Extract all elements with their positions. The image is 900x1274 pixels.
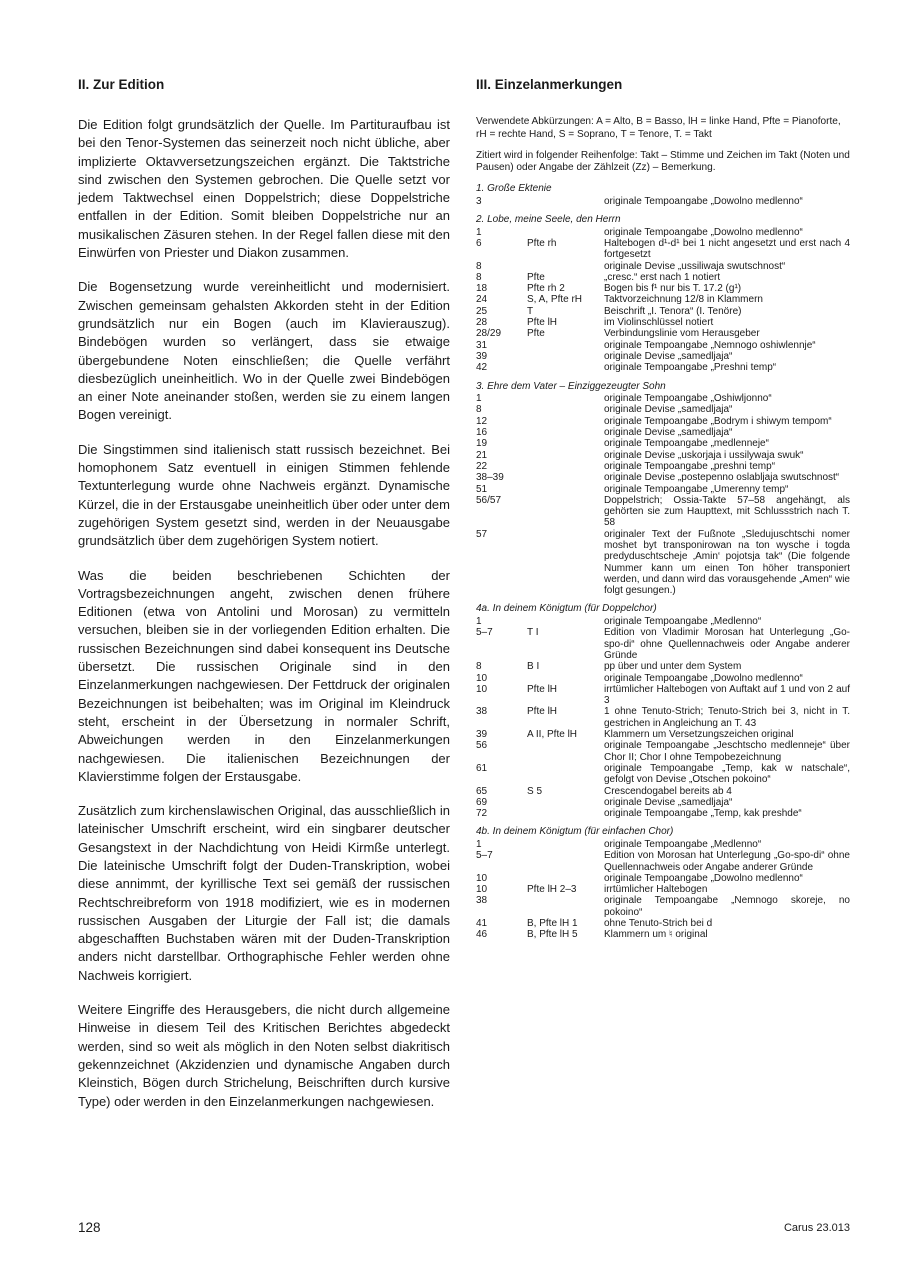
note-bar: 31	[476, 339, 488, 351]
edition-paragraph: Die Edition folgt grundsätzlich der Quelle. Im Partituraufbau ist bei den Tenor-Systemen das seinerzeit noch nicht übliche, aber implizierte Oktavversetzungszeichen ergänzt. Die Taktstriche sind zwischen den Systemen gebrochen. Die Quelle setzt vor jedem Taktwechsel einen Doppelstrich; diese Doppelstriche entfallen in der Edition. Somit bleiben Doppelstriche nur an musikalischen Zäsuren stehen. In der Regel fallen diese mit den Einwürfen von Priester und Diakon zusammen.	[78, 117, 450, 261]
note-row	[476, 294, 850, 305]
note-bar: 1	[476, 839, 482, 850]
note-voice	[527, 616, 604, 627]
note-bar: 1	[476, 393, 482, 405]
note-bar: 10	[476, 872, 488, 884]
right-column	[476, 76, 850, 941]
edition-paragraph: Zusätzlich zum kirchenslawischen Original, das ausschließlich in lateinischer Umschrift erscheint, wird ein singbarer deutscher Gesangstext in der Nachdichtung von Heidi Kirmße unterlegt. Die lateinische Umschrift folgt der Duden-Transkription, wobei diese annimmt, der kyrillische Text sei gemäß der russischen Rechtschreibreform von 1918 modifiziert, wie es in modernen russischen Ausgaben der Liturgie der Fall ist; die damals abgeschafften Buchstaben wären mit der Duden-Transkription anders nicht darstellbar. Orthographische Fehler werden ohne Nachweis korrigiert.	[78, 803, 450, 983]
note-bar: 38	[476, 706, 488, 718]
note-row	[476, 404, 850, 415]
edition-paragraph: Was die beiden beschriebenen Schichten der Vortragsbezeichnungen angeht, zwischen denen frühere Editionen (etwa von Antolini und Morosan) zu vermitteln versuchen, bleiben sie in der vorliegenden Edition erhalten. Die russischen Bezeichnungen sind dabei konsequent ins Deutsche übersetzt. Die russischen Originale sind in den Einzelanmerkungen nachgewiesen. Der Fettdruck der originalen Bezeichnungen ist beibehalten; was im Original im Kleindruck steht, erscheint in der Übersetzung in normaler Schrift, Abweichungen werden in den Einzelanmerkungen nachgewiesen. Die italienischen Bezeichnungen der Klavierstimme folgen der Erstausgabe.	[78, 567, 450, 784]
notes-section-title: 2. Lobe, meine Seele, den Herrn	[476, 214, 621, 226]
notes-sections	[476, 183, 850, 940]
note-bar: 24	[476, 294, 488, 306]
note-row	[476, 839, 850, 850]
note-bar: 5–7	[476, 627, 493, 639]
note-voice	[527, 227, 604, 238]
notes-section-title: 4a. In deinem Königtum (für Doppelchor)	[476, 603, 657, 615]
note-row	[476, 472, 850, 483]
note-bar: 3	[476, 195, 482, 207]
note-text: originale Tempoangabe „preshni temp“	[604, 460, 776, 472]
note-text: originale Tempoangabe „Medlenno“	[604, 839, 762, 850]
note-voice	[527, 740, 604, 763]
edition-paragraph: Die Bogensetzung wurde vereinheitlicht und modernisiert. Zwischen gemeinsam gehalsten Akkorden steht in der Edition grundsätzlich nur ein Bogen (auch im Klavierauszug). Bindebögen wurden so verlängert, dass sie etwaige übergebundene Noten einschließen; die Quelle verfährt diesbezüglich uneinheitlich. Wo in der Quelle zwei Bindebögen an einer Note aneinander stoßen, werden sie zu einem langen Bogen vereinigt.	[78, 279, 450, 423]
note-voice	[527, 797, 604, 808]
notes-section	[476, 381, 850, 597]
publisher-reference: Carus 23.013	[783, 1222, 850, 1234]
note-row	[476, 895, 850, 918]
note-voice	[527, 850, 604, 873]
note-row	[476, 873, 850, 884]
note-text: Klammern um Versetzungszeichen original	[604, 729, 794, 741]
note-bar: 16	[476, 427, 488, 439]
note-voice: Pfte lH	[527, 683, 558, 695]
note-bar: 8	[476, 271, 482, 283]
note-text: originale Tempoangabe „Oshiwljonno“	[604, 393, 772, 405]
note-voice	[527, 416, 604, 427]
notes-section	[476, 183, 850, 207]
note-voice: Pfte	[527, 271, 545, 283]
note-text: Verbindungslinie vom Herausgeber	[604, 328, 760, 340]
note-bar: 25	[476, 305, 488, 317]
note-text: Bogen bis f¹ nur bis T. 17.2 (g¹)	[604, 283, 742, 295]
note-row	[476, 328, 850, 339]
note-voice	[527, 472, 604, 483]
note-voice	[527, 261, 604, 272]
note-row	[476, 362, 850, 373]
note-row	[476, 786, 850, 797]
note-bar: 28	[476, 317, 488, 329]
note-bar: 51	[476, 483, 488, 495]
notes-section-title: 4b. In deinem Königtum (für einfachen Chor)	[476, 826, 674, 838]
note-voice: S, A, Pfte rH	[527, 294, 583, 306]
note-voice	[527, 529, 604, 597]
edition-paragraph: Die Singstimmen sind italienisch statt russisch bezeichnet. Bei homophonem Satz eventuell in einigen Stimmen fehlende Textunterlegung wurde ohne Nachweis ergänzt. Dynamische Kürzel, die in der Erstausgabe uneinheitlich über oder unter dem zugehörigen System gesetzt sind, werden in der Neuausgabe grundsätzlich über dem zugehörigen System notiert.	[78, 441, 450, 549]
note-bar: 5–7	[476, 850, 493, 862]
notes-section	[476, 214, 850, 373]
note-text: originale Devise „ussiliwaja swutschnost“	[604, 260, 786, 272]
note-row	[476, 351, 850, 362]
note-row	[476, 797, 850, 808]
note-bar: 56	[476, 740, 488, 752]
note-text: originale Devise „samedljaja“	[604, 350, 733, 362]
note-voice: Pfte lH	[527, 706, 558, 718]
note-text: originale Tempoangabe „Bodrym i shiwym tempom“	[604, 415, 832, 427]
note-row	[476, 393, 850, 404]
note-bar: 6	[476, 237, 482, 249]
note-row	[476, 306, 850, 317]
note-bar: 8	[476, 661, 482, 673]
note-bar: 57	[476, 528, 488, 540]
note-voice: Pfte rh 2	[527, 283, 565, 295]
note-voice: B, Pfte lH 1	[527, 918, 578, 930]
note-text: Doppelstrich; Ossia-Takte 57–58 angehängt, als gehörten sie zum Haupttext, mit Schlussstrich nach T. 58	[604, 494, 850, 529]
note-text: originale Tempoangabe „Preshni temp“	[604, 362, 777, 374]
note-voice	[527, 873, 604, 884]
note-text: originale Devise „samedljaja“	[604, 796, 733, 808]
note-bar: 18	[476, 283, 488, 295]
note-bar: 8	[476, 260, 482, 272]
note-bar: 61	[476, 762, 488, 774]
note-text: Edition von Morosan hat Unterlegung „Go-spo-di“ ohne Quellennachweis oder Angabe anderer Gründe	[604, 850, 850, 873]
note-text: originale Devise „samedljaja“	[604, 404, 733, 416]
note-row	[476, 529, 850, 597]
note-text: Klammern um ♮ original	[604, 929, 708, 941]
note-row	[476, 918, 850, 929]
note-voice: T	[527, 305, 534, 317]
note-text: Haltebogen d¹-d¹ bei 1 nicht angesetzt und erst nach 4 fortgesetzt	[604, 237, 850, 261]
edition-paragraphs	[78, 116, 450, 1111]
note-bar: 28/29	[476, 328, 502, 340]
note-voice	[527, 495, 604, 529]
citation-order-paragraph: Zitiert wird in folgender Reihenfolge: Takt – Stimme und Zeichen im Takt (Noten und Pausen) oder Angabe der Zählzeit (Zz) – Bemerkung.	[476, 149, 850, 174]
note-row	[476, 729, 850, 740]
note-text: Edition von Vladimir Morosan hat Unterlegung „Go-spo-di“ ohne Quellennachweis oder Angabe anderer Gründe	[604, 627, 850, 661]
note-row	[476, 484, 850, 495]
note-voice	[527, 362, 604, 373]
note-voice	[527, 895, 604, 918]
note-text: originale Devise „postepenno oslabljaja swutschnost“	[604, 472, 840, 484]
note-row	[476, 850, 850, 873]
section-heading-einzelanmerkungen: III. Einzelanmerkungen	[476, 77, 623, 92]
notes-section	[476, 826, 850, 940]
note-voice: T I	[527, 627, 539, 639]
note-bar: 39	[476, 350, 488, 362]
note-voice	[527, 393, 604, 404]
note-row	[476, 340, 850, 351]
note-text: originale Tempoangabe „Dowolno medlenno“	[604, 226, 803, 238]
note-bar: 22	[476, 460, 488, 472]
note-voice	[527, 340, 604, 351]
note-row	[476, 495, 850, 529]
note-text: originale Tempoangabe „Umerenny temp“	[604, 483, 789, 495]
note-row	[476, 261, 850, 272]
note-row	[476, 661, 850, 672]
note-row	[476, 196, 850, 207]
note-row	[476, 283, 850, 294]
note-text: originale Tempoangabe „Nemnogo skoreje, no pokoino“	[604, 895, 850, 918]
note-bar: 21	[476, 449, 488, 461]
note-bar: 19	[476, 438, 488, 450]
note-bar: 72	[476, 808, 488, 820]
note-text: originale Tempoangabe „Jeschtscho medlenneje“ über Chor II; Chor I ohne Tempobezeichnung	[604, 740, 850, 763]
note-row	[476, 673, 850, 684]
note-bar: 65	[476, 785, 488, 797]
note-voice	[527, 484, 604, 495]
notes-section	[476, 603, 850, 819]
note-row	[476, 740, 850, 763]
note-voice	[527, 808, 604, 819]
note-text: irrtümlicher Haltebogen	[604, 884, 708, 896]
notes-section-title: 1. Große Ektenie	[476, 183, 552, 195]
note-row	[476, 763, 850, 786]
note-row	[476, 808, 850, 819]
note-voice	[527, 196, 604, 207]
note-voice: Pfte lH 2–3	[527, 884, 577, 896]
note-voice	[527, 461, 604, 472]
note-voice	[527, 404, 604, 415]
section-heading-edition: II. Zur Edition	[78, 77, 165, 92]
note-text: originale Devise „samedljaja“	[604, 427, 733, 439]
note-text: im Violinschlüssel notiert	[604, 317, 714, 329]
page-number: 128	[78, 1220, 101, 1235]
note-row	[476, 929, 850, 940]
note-text: originale Tempoangabe „Temp, kak preshde“	[604, 808, 802, 820]
note-text: „cresc.“ erst nach 1 notiert	[604, 271, 721, 283]
edition-paragraph: Weitere Eingriffe des Herausgebers, die nicht durch allgemeine Hinweise in diesem Teil des Kritischen Berichtes abgedeckt werden, sind so weit als möglich in den Noten selbst diakritisch gekennzeichnet (Akzidenzien und dynamische Angaben durch Kleinstich, Bögen durch Strichelung, Beischriften durch kursive Type) oder werden in den Einzelanmerkungen nachgewiesen.	[78, 1002, 450, 1109]
note-voice: Pfte	[527, 328, 545, 340]
note-voice: Pfte lH	[527, 317, 558, 329]
note-voice: S 5	[527, 785, 543, 797]
note-bar: 10	[476, 683, 488, 695]
note-row	[476, 706, 850, 729]
note-row	[476, 272, 850, 283]
note-row	[476, 416, 850, 427]
note-row	[476, 227, 850, 238]
note-row	[476, 438, 850, 449]
note-row	[476, 627, 850, 661]
note-text: Taktvorzeichnung 12/8 in Klammern	[604, 294, 763, 306]
note-voice	[527, 351, 604, 362]
note-text: pp über und unter dem System	[604, 661, 742, 673]
note-row	[476, 616, 850, 627]
note-text: originaler Text der Fußnote „Sledujuschtschi nomer moshet byt transponirowan na ton wysche i togda predyduschtscheje ‚Amin‘ pojotsja tak“ (Die folgende Nummer kann um einen Ton höher transponiert werden, und dann wird das vorausgehende „Amen“ wie folgt gesungen.)	[604, 528, 850, 597]
note-text: originale Devise „uskorjaja i ussilywaja swuk“	[604, 449, 804, 461]
note-text: originale Tempoangabe „Dowolno medlenno“	[604, 872, 803, 884]
note-row	[476, 427, 850, 438]
note-bar: 42	[476, 362, 488, 374]
note-bar: 1	[476, 226, 482, 238]
note-voice	[527, 839, 604, 850]
note-text: 1 ohne Tenuto-Strich; Tenuto-Strich bei 3, nicht in T. gestrichen in Angleichung an T. 43	[604, 706, 850, 729]
note-voice	[527, 438, 604, 449]
note-bar: 46	[476, 929, 488, 941]
note-row	[476, 238, 850, 261]
note-bar: 12	[476, 415, 488, 427]
note-bar: 8	[476, 404, 482, 416]
note-text: originale Tempoangabe „medlenneje“	[604, 438, 769, 450]
note-row	[476, 884, 850, 895]
note-text: ohne Tenuto-Strich bei d	[604, 918, 713, 930]
note-bar: 56/57	[476, 494, 502, 506]
note-text: Crescendogabel bereits ab 4	[604, 785, 732, 797]
note-row	[476, 317, 850, 328]
note-voice: B I	[527, 661, 540, 673]
note-bar: 39	[476, 729, 488, 741]
note-voice	[527, 763, 604, 786]
note-text: originale Tempoangabe „Dowolno medlenno“	[604, 672, 803, 684]
note-voice: B, Pfte lH 5	[527, 929, 578, 941]
note-voice: A II, Pfte lH	[527, 729, 578, 741]
notes-section-title: 3. Ehre dem Vater – Einziggezeugter Sohn	[476, 380, 666, 392]
note-bar: 38–39	[476, 472, 504, 484]
note-voice	[527, 450, 604, 461]
note-bar: 41	[476, 918, 488, 930]
note-text: Beischrift „I. Tenora“ (I. Tenöre)	[604, 305, 742, 317]
note-bar: 10	[476, 672, 488, 684]
abbreviations-paragraph: Verwendete Abkürzungen: A = Alto, B = Basso, lH = linke Hand, Pfte = Pianoforte, rH = rechte Hand, S = Soprano, T = Tenore, T. = Takt	[476, 116, 841, 140]
left-column	[78, 76, 450, 1127]
note-bar: 1	[476, 616, 482, 628]
note-text: originale Tempoangabe „Temp, kak w natschale“, gefolgt von Devise „Otschen pokoino“	[604, 762, 850, 786]
note-bar: 38	[476, 895, 488, 907]
note-row	[476, 450, 850, 461]
note-text: originale Tempoangabe „Dowolno medlenno“	[604, 195, 803, 207]
note-voice	[527, 427, 604, 438]
note-text: originale Tempoangabe „Medlenno“	[604, 616, 762, 628]
note-row	[476, 461, 850, 472]
note-voice	[527, 673, 604, 684]
note-voice: Pfte rh	[527, 237, 557, 249]
note-text: irrtümlicher Haltebogen von Auftakt auf 1 und von 2 auf 3	[604, 683, 850, 707]
note-bar: 10	[476, 884, 488, 896]
note-text: originale Tempoangabe „Nemnogo oshiwlennje“	[604, 339, 816, 351]
note-row	[476, 684, 850, 707]
note-bar: 69	[476, 796, 488, 808]
